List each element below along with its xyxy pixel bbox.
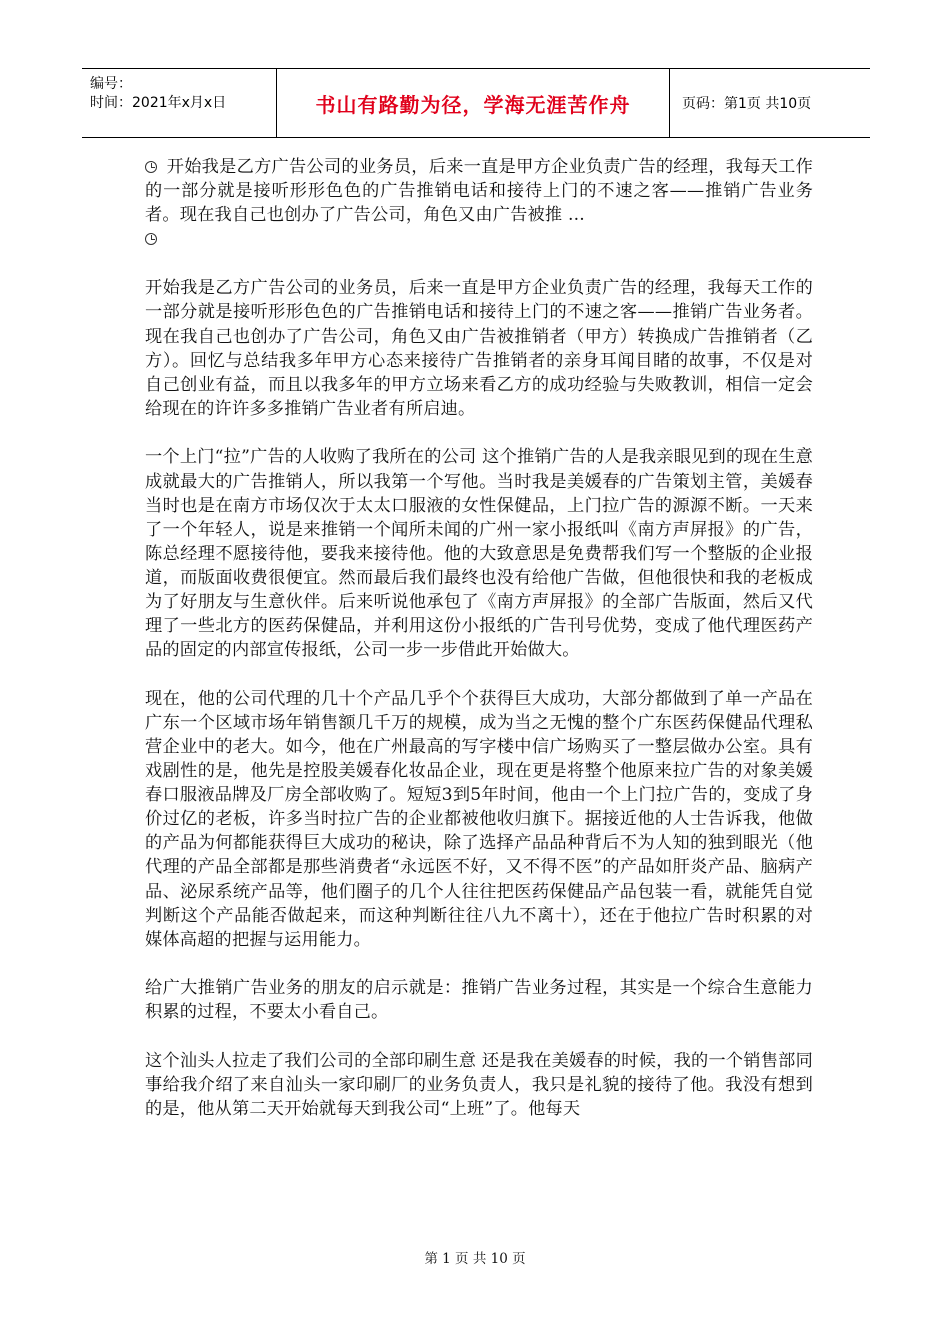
summary-block [145, 155, 813, 251]
paragraph: 现在，他的公司代理的几十个产品几乎个个获得巨大成功，大部分都做到了单一产品在广东一个区域市场年销售额几千万的规模，成为当之无愧的整个广东医药保健品代理私营企业中的老大。如今，他在广州最高的写字楼中信广场购买了一整层做办公室。具有戏剧性的是，他先是控股美媛春化妆品企业，现在更是将整个他原来拉广告的对象美媛春口服液品牌及厂房全部收购了。短短3到5年时间，他由一个上门拉广告的，变成了身价过亿的老板，许多当时拉广告的企业都被他收归旗下。据接近他的人士告诉我，他做的产品为何都能获得巨大成功的秘诀，除了选择产品品种背后不为人知的独到眼光（他代理的产品全部都是那些消费者“永远医不好，又不得不医”的产品如肝炎产品、脑病产品、泌尿系统产品等，他们圈子的几个人往往把医药保健品产品包装一看，就能凭自觉判断这个产品能否做起来，而这种判断往往八九不离十），还在于他拉广告时积累的对媒体高超的把握与运用能力。 [145, 688, 813, 950]
page-header [82, 68, 870, 138]
paragraph: 开始我是乙方广告公司的业务员，后来一直是甲方企业负责广告的经理，我每天工作的一部分就是接听形形色色的广告推销电话和接待上门的不速之客——推销广告业务者。现在我自己也创办了广告公司，角色又由广告被推销者（甲方）转换成广告推销者（乙方）。回忆与总结我多年甲方心态来接待广告推销者的亲身耳闻目睹的故事，不仅是对自己创业有益，而且以我多年的甲方立场来看乙方的成功经验与失败教训，相信一定会给现在的许许多多推销广告业者有所启迪。 [145, 278, 813, 419]
clock-icon [145, 161, 157, 173]
clock-icon [145, 233, 157, 245]
header-meta [82, 69, 277, 137]
document-number-label: 编号： [90, 76, 132, 92]
paragraph: 一个上门“拉”广告的人收购了我所在的公司 这个推销广告的人是我亲眼见到的现在生意成就最大的广告推销人，所以我第一个写他。当时我是美媛春的广告策划主管，美媛春当时也是在南方市场仅次于太太口服液的女性保健品，上门拉广告的源源不断。一天来了一个年轻人，说是来推销一个闻所未闻的广州一家小报纸叫《南方声屏报》的广告，陈总经理不愿接待他，要我来接待他。他的大致意思是免费帮我们写一个整版的企业报道，而版面收费很便宜。然而最后我们最终也没有给他广告做，但他很快和我的老板成为了好朋友与生意伙伴。后来听说他承包了《南方声屏报》的全部广告版面，然后又代理了一些北方的医药保健品，并利用这份小报纸的广告刊号优势，变成了他代理医药产品的固定的内部宣传报纸，公司一步一步借此开始做大。 [145, 447, 813, 661]
paragraph: 给广大推销广告业务的朋友的启示就是：推销广告业务过程，其实是一个综合生意能力积累的过程，不要太小看自己。 [145, 978, 813, 1023]
header-motto: 书山有路勤为径，学海无涯苦作舟 [277, 69, 670, 137]
paragraph: 这个汕头人拉走了我们公司的全部印刷生意 还是我在美媛春的时候，我的一个销售部同事给我介绍了来自汕头一家印刷厂的业务负责人，我只是礼貌的接待了他。我没有想到的是，他从第二天开始就每天到我公司“上班”了。他每天 [145, 1051, 813, 1120]
document-time-label: 时间：2021年x月x日 [90, 95, 227, 111]
summary-text: 开始我是乙方广告公司的业务员，后来一直是甲方企业负责广告的经理，我每天工作的一部分就是接听形形色色的广告推销电话和接待上门的不速之客——推销广告业务者。现在我自己也创办了广告公司，角色又由广告被推 ... [145, 157, 813, 226]
page-footer: 第 1 页 共 10 页 [424, 1251, 526, 1267]
document-body [145, 155, 813, 1146]
header-page-number: 页码：第1页 共10页 [682, 96, 812, 112]
